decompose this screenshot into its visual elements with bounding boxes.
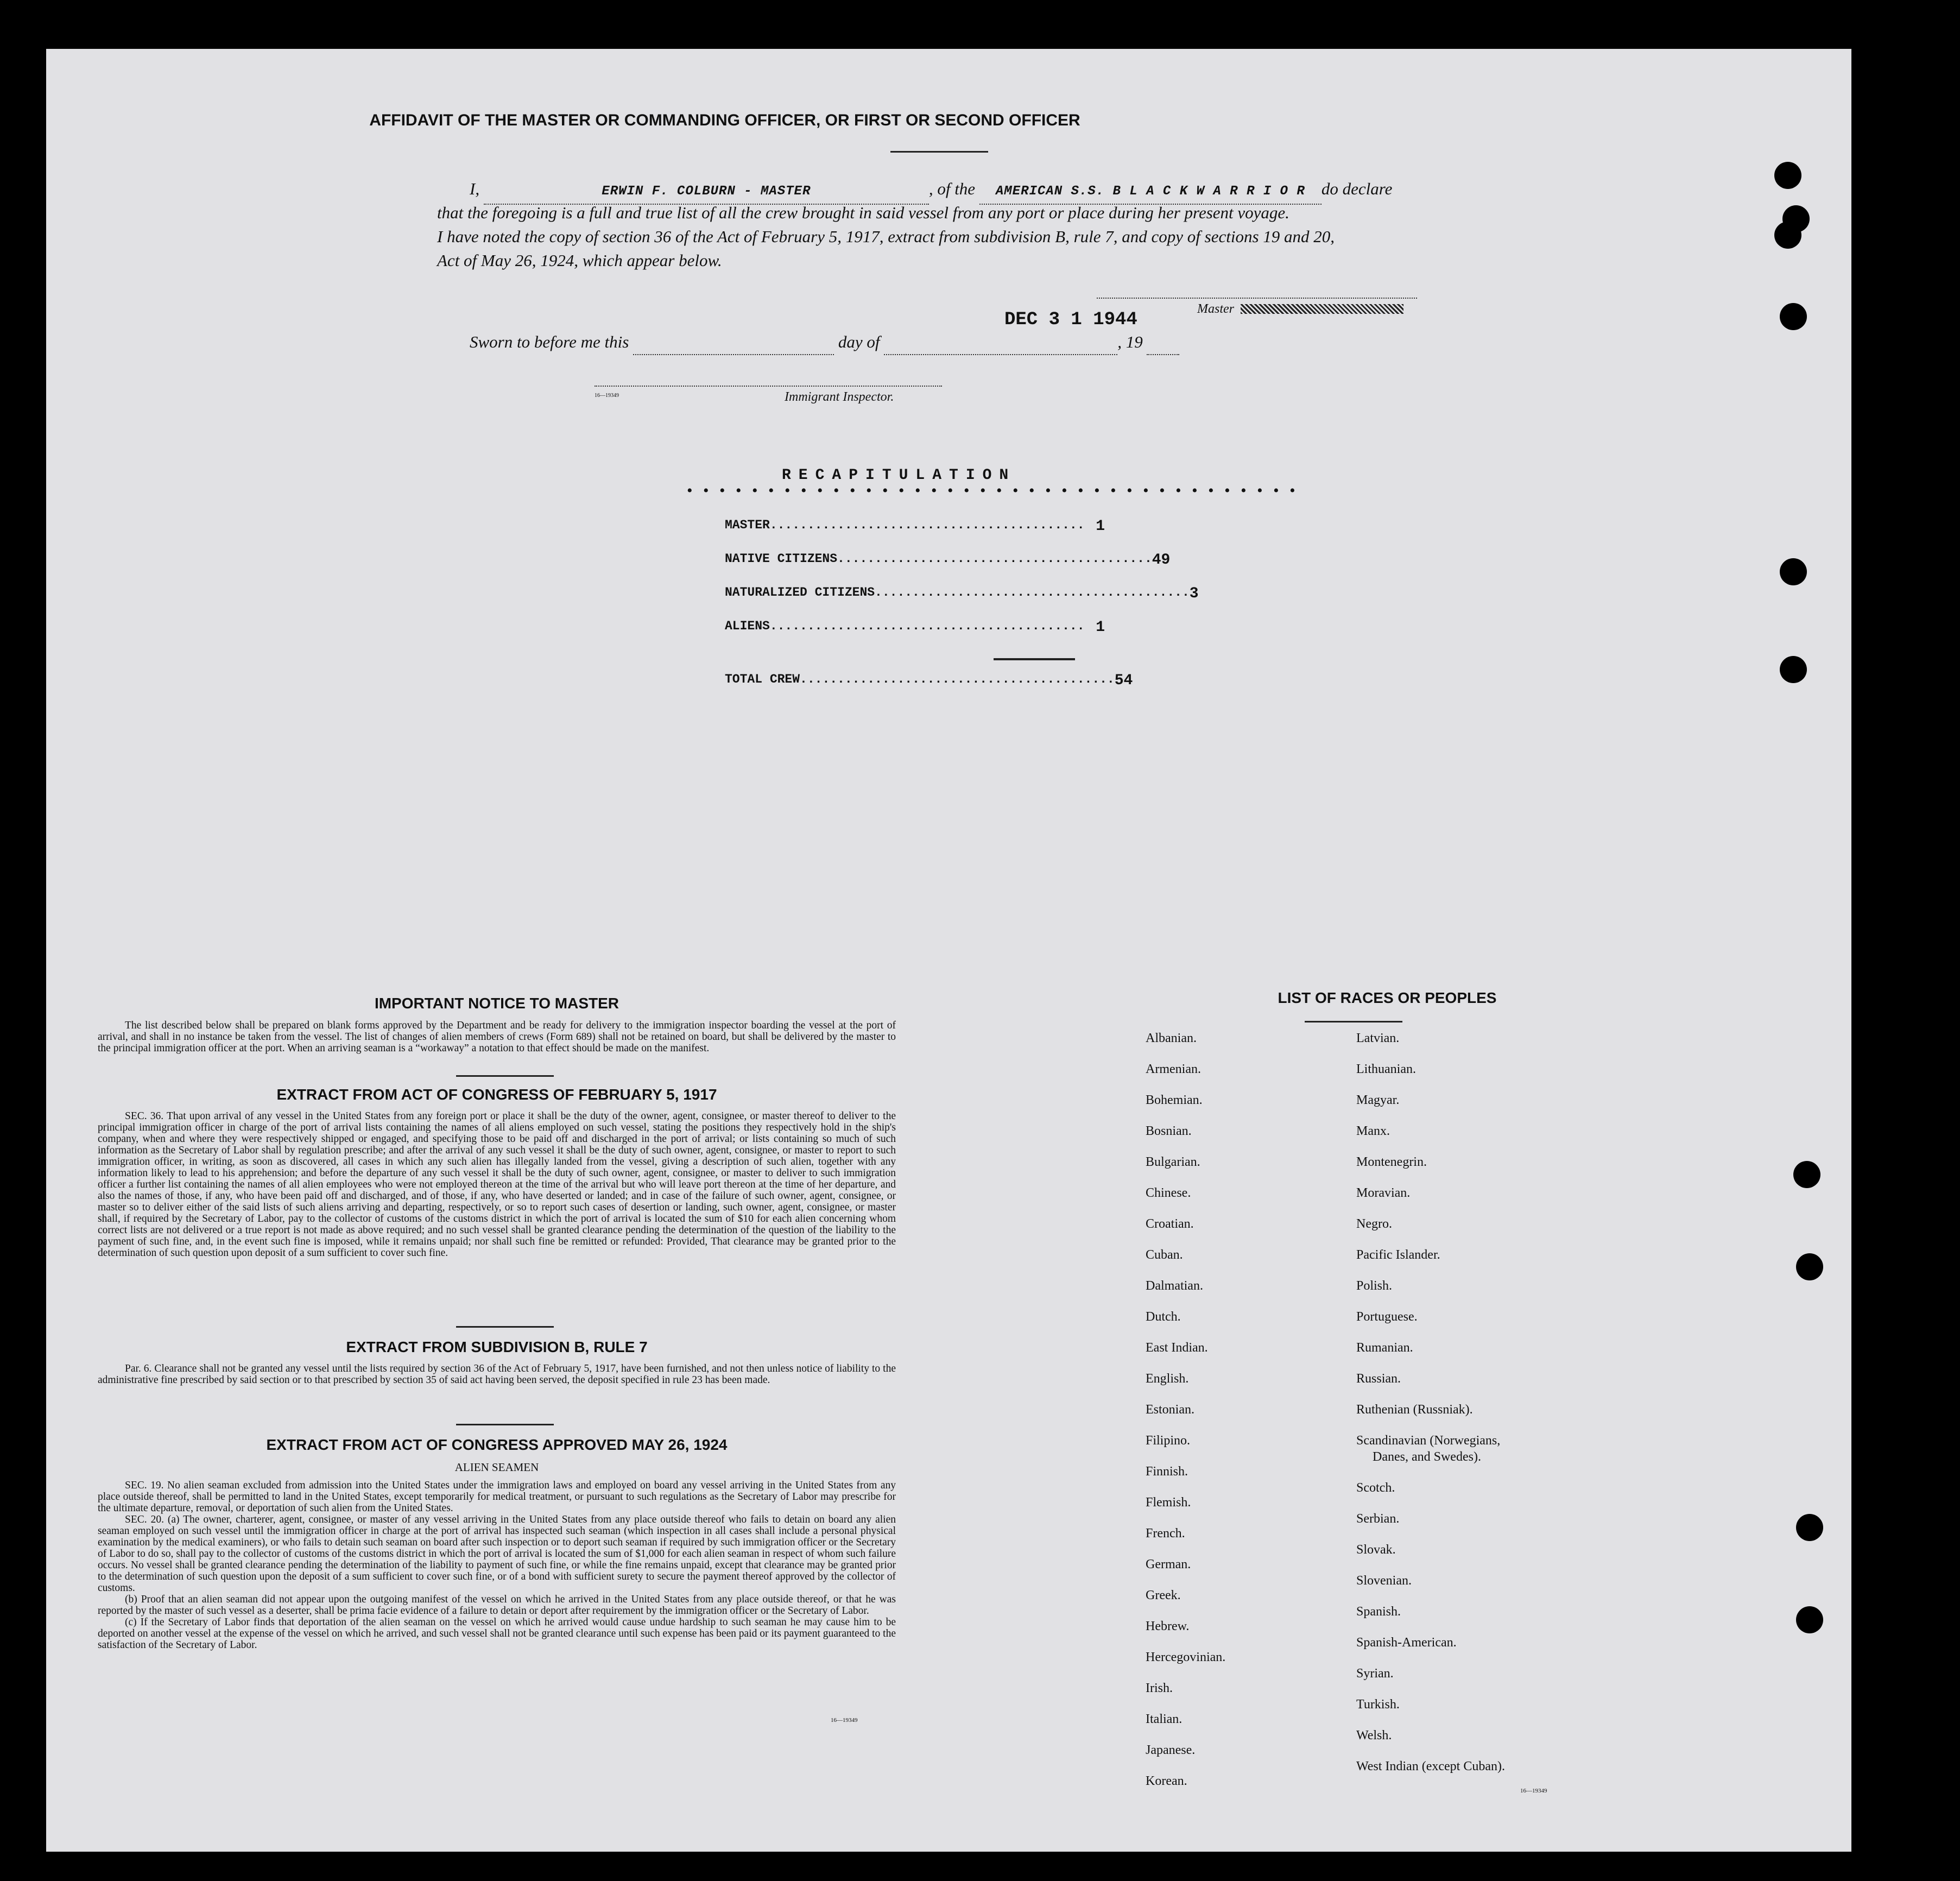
recap-total-rule (994, 658, 1075, 660)
race-item: Rumanian. (1356, 1341, 1413, 1355)
sworn-year: , 19 (1117, 332, 1143, 351)
binder-hole (1796, 1514, 1823, 1541)
master-name: ERWIN F. COLBURN - MASTER (602, 184, 811, 199)
race-item: Japanese. (1146, 1743, 1196, 1757)
races-title-underline (1305, 1021, 1402, 1022)
race-item: Portuguese. (1356, 1310, 1418, 1324)
recap-label: NATIVE CITIZENS (725, 552, 838, 566)
race-item: Serbian. (1356, 1512, 1400, 1526)
race-item: East Indian. (1146, 1341, 1208, 1355)
binder-hole (1796, 1606, 1823, 1633)
race-item: Danes, and Swedes). (1373, 1450, 1481, 1464)
extract-1924-paragraph: SEC. 20. (a) The owner, charterer, agent, consignee, or master of any vessel arriving in the United States from any place outside thereof who fails to detain on board any alien seaman employed on such vessel until the immigration officer in charge at the port of arrival has inspected such seaman (which inspection in all cases shall include a personal physical examination by the medical examiners), or who fails to detain such seaman on board after such inspection or to deport such seaman if required by such immigration officer or the Secretary of Labor to do so, shall pay to the collector of customs of the customs district in which the port of arrival is located the sum of $1,000 for each alien seaman in respect of whom such failure occurs. No vessel shall be granted clearance pending the determination of the liability to payment of such fine, or while the fine remains unpaid, except that clearance may be granted prior to the determination of such question upon the deposit of a sum sufficient to cover such fine, or of a bond with sufficient surety to secure the payment thereof approved by the collector of customs. (98, 1514, 896, 1594)
race-item: Filipino. (1146, 1434, 1191, 1448)
races-title: LIST OF RACES OR PEOPLES (1278, 989, 1497, 1006)
affidavit-line-4: Act of May 26, 1924, which appear below. (437, 251, 722, 270)
recap-label: MASTER (725, 518, 770, 532)
form-number-bottom-left: 16—19349 (831, 1717, 858, 1724)
race-item: Montenegrin. (1356, 1155, 1427, 1169)
affidavit-suffix: do declare (1321, 179, 1393, 198)
race-item: Syrian. (1356, 1667, 1394, 1681)
sworn-prefix: Sworn to before me this (470, 332, 629, 351)
race-item: Flemish. (1146, 1495, 1191, 1510)
affidavit-line-2: that the foregoing is a full and true list of all the crew brought in said vessel from any port or place during her present voyage. (437, 203, 1289, 222)
race-item: Armenian. (1146, 1062, 1201, 1076)
master-label: Master (1197, 302, 1234, 316)
vessel-name: AMERICAN S.S. B L A C K W A R R I O R (995, 184, 1305, 199)
extract-1917-paragraph: SEC. 36. That upon arrival of any vessel in the United States from any foreign port or place it shall be the duty of the owner, agent, consignee, or master thereof to deliver to the principal immigration officer in charge of the port of arrival lists containing the names of all aliens employed on such vessel, stating the positions they respectively hold in the ship's company, when and where they were respectively shipped or engaged, and specifying those to be paid off and discharged in the port of arrival; or lists containing so much of such information as the Secretary of Labor shall by regulation prescribe; and after the arrival of any such vessel it shall be the duty of such owner, agent, consignee, or master to report to such immigration officer, in writing, as soon as discovered, all cases in which any such alien has illegally landed from the vessel, giving a description of such alien, together with any information likely to lead to his apprehension; and before the departure of any such vessel it shall be the duty of such owner, agent, consignee, or master to deliver to such immigration officer a further list containing the names of all alien employees who were not employed thereon at the time of the arrival but who will leave port thereon at the time of her departure, and also the names of those, if any, who have been paid off and discharged, and of those, if any, who have deserted or landed; and in case of the failure of such owner, agent, consignee, or master so to deliver either of the said lists of such aliens arriving and departing, respectively, or so to report such cases of desertion or landing, such owner, agent, consignee, or master shall, if required by the Secretary of Labor, pay to the collector of customs of the customs district in which the port of arrival is located the sum of $10 for each alien concerning whom correct lists are not delivered or a true report is not made as above required; and no such vessel shall be granted clearance pending the determination of the question of the liability to the payment of such fine, and, in the event such fine is imposed, while it remains unpaid; nor shall such fine be remitted or refunded: Provided, That clearance may be granted prior to the determination of such question upon deposit of a sum sufficient to cover such fine. (98, 1110, 896, 1259)
sworn-day-field (633, 330, 834, 355)
recap-title: RECAPITULATION (782, 467, 1016, 484)
form-number-races: 16—19349 (1520, 1788, 1547, 1794)
extract-1924-subtitle: ALIEN SEAMEN (454, 1461, 539, 1474)
recap-row-naturalized: NATURALIZED CITIZENS .......................................... 3 (725, 585, 1199, 602)
binder-hole (1796, 1253, 1823, 1280)
recap-row-total: TOTAL CREW .......................................... 54 (725, 672, 1133, 689)
recap-total-label: TOTAL CREW (725, 672, 800, 686)
recap-label: NATURALIZED CITIZENS (725, 585, 875, 599)
race-item: Albanian. (1146, 1031, 1197, 1045)
binder-hole (1774, 162, 1801, 189)
recap-label: ALIENS (725, 619, 770, 633)
section-divider (456, 1424, 554, 1425)
recap-row-aliens: ALIENS .......................................... 1 (725, 619, 1105, 636)
race-item: Moravian. (1356, 1186, 1411, 1200)
race-item: Dalmatian. (1146, 1279, 1203, 1293)
title-underline (890, 151, 988, 153)
notice-body (98, 1020, 896, 1054)
race-item: Estonian. (1146, 1403, 1194, 1417)
race-item: Bohemian. (1146, 1093, 1203, 1107)
race-item: Welsh. (1356, 1728, 1392, 1743)
race-item: Polish. (1356, 1279, 1393, 1293)
binder-hole (1780, 303, 1807, 330)
recap-value: 1 (1096, 619, 1105, 636)
race-item: Chinese. (1146, 1186, 1191, 1200)
race-item: German. (1146, 1557, 1191, 1571)
inspector-label: Immigrant Inspector. (785, 390, 894, 404)
recap-total-value: 54 (1114, 672, 1133, 689)
sworn-day-label: day of (838, 332, 880, 351)
inspector-signature-line (595, 386, 942, 387)
extract-1917-title: EXTRACT FROM ACT OF CONGRESS OF FEBRUARY 5, 1917 (276, 1086, 717, 1103)
race-item: Cuban. (1146, 1248, 1183, 1262)
master-signature-line (1097, 298, 1417, 299)
extract-rule7-title: EXTRACT FROM SUBDIVISION B, RULE 7 (346, 1339, 648, 1355)
document-page (46, 49, 1851, 1852)
race-item: Scandinavian (Norwegians, (1356, 1434, 1501, 1448)
race-item: Korean. (1146, 1774, 1187, 1788)
race-item: Hercegovinian. (1146, 1650, 1226, 1664)
section-divider (456, 1075, 554, 1077)
extract-1924-paragraph: (b) Proof that an alien seaman did not appear upon the outgoing manifest of the vessel on which he arrived in the United States from any place outside thereof, or that he was reported by the master of such vessel as a deserter, shall be prima facie evidence of a failure to detain or deport after requirement by the immigration officer or the Secretary of Labor. (98, 1594, 896, 1617)
recap-dotted-rule: • • • • • • • • • • • • • • • • • • • • • • • • • • • • • • • • • • • • • • (687, 482, 1299, 500)
race-item: French. (1146, 1526, 1185, 1541)
race-item: Bulgarian. (1146, 1155, 1200, 1169)
race-item: Manx. (1356, 1124, 1390, 1138)
race-item: Russian. (1356, 1372, 1401, 1386)
notice-paragraph: The list described below shall be prepared on blank forms approved by the Department and be ready for delivery to the immigration inspector boarding the vessel at the port of arrival, and shall in no instance be taken from the vessel. The list of changes of alien members of crews (Form 689) shall not be retained on board, but shall be delivered by the master to the principal immigration officer at the port. When an arriving seaman is a “workaway” a notation to that effect should be made on the manifest. (98, 1020, 896, 1054)
race-item: Ruthenian (Russniak). (1356, 1403, 1473, 1417)
signature-strikeout (1241, 304, 1403, 314)
race-item: Latvian. (1356, 1031, 1400, 1045)
race-item: Dutch. (1146, 1310, 1181, 1324)
race-item: English. (1146, 1372, 1189, 1386)
race-item: Slovenian. (1356, 1574, 1412, 1588)
affidavit-mid: , of the (928, 179, 976, 198)
race-item: Irish. (1146, 1681, 1173, 1695)
affidavit-title: AFFIDAVIT OF THE MASTER OR COMMANDING OFFICER, OR FIRST OR SECOND OFFICER (369, 111, 1080, 129)
race-item: Lithuanian. (1356, 1062, 1416, 1076)
race-item: Finnish. (1146, 1465, 1188, 1479)
extract-1924-paragraph: SEC. 19. No alien seaman excluded from admission into the United States under the immigration laws and employed on board any vessel arriving in the United States from any place outside thereof, shall be permitted to land in the United States, except temporarily for medical treatment, or pursuant to such regulations as the Secretary of Labor may prescribe for the ultimate departure, removal, or deportation of such alien from the United States. (98, 1480, 896, 1514)
race-item: Italian. (1146, 1712, 1183, 1726)
binder-hole (1774, 222, 1801, 249)
recap-value: 1 (1096, 518, 1105, 535)
recap-row-master: MASTER .......................................... 1 (725, 518, 1105, 535)
race-item: Bosnian. (1146, 1124, 1192, 1138)
extract-1924-body (98, 1480, 896, 1651)
race-item: Spanish. (1356, 1605, 1401, 1619)
recap-row-native: NATIVE CITIZENS .......................................... 49 (725, 552, 1171, 569)
race-item: Croatian. (1146, 1217, 1194, 1231)
race-item: Spanish-American. (1356, 1636, 1457, 1650)
binder-hole (1780, 558, 1807, 585)
extract-1924-title: EXTRACT FROM ACT OF CONGRESS APPROVED MAY 26, 1924 (266, 1436, 728, 1453)
extract-1917-body (98, 1110, 896, 1259)
race-item: Pacific Islander. (1356, 1248, 1440, 1262)
binder-hole (1780, 656, 1807, 683)
extract-rule7-paragraph: Par. 6. Clearance shall not be granted any vessel until the lists required by section 36 of the Act of February 5, 1917, have been furnished, and not then unless notice of liability to the administrative fine prescribed by said section or to that prescribed by section 35 of said act having been served, the deposit specified in rule 23 has been made. (98, 1363, 896, 1386)
section-divider (456, 1326, 554, 1328)
notice-title: IMPORTANT NOTICE TO MASTER (374, 995, 619, 1012)
affidavit-line-3: I have noted the copy of section 36 of the Act of February 5, 1917, extract from subdivision B, rule 7, and copy of sections 19 and 20, (437, 227, 1335, 246)
form-number-top: 16—19349 (595, 393, 619, 399)
race-item: Negro. (1356, 1217, 1392, 1231)
extract-rule7-body (98, 1363, 896, 1386)
race-item: Hebrew. (1146, 1619, 1190, 1633)
race-item: West Indian (except Cuban). (1356, 1759, 1505, 1773)
date-stamp: DEC 3 1 1944 (1004, 310, 1137, 330)
race-item: Magyar. (1356, 1093, 1400, 1107)
race-item: Greek. (1146, 1588, 1181, 1602)
extract-1924-paragraph: (c) If the Secretary of Labor finds that deportation of the alien seaman on the vessel on which he arrived would cause undue hardship to such seaman he may cause him to be deported on another vessel at the expense of the vessel on which he arrived, and such vessel shall not be granted clearance until such expense has been paid or its payment guaranteed to the satisfaction of the Secretary of Labor. (98, 1617, 896, 1651)
sworn-line (470, 330, 1179, 355)
race-item: Slovak. (1356, 1543, 1396, 1557)
sworn-date-field (884, 330, 1117, 355)
affidavit-prefix: I, (470, 179, 480, 198)
binder-hole (1793, 1161, 1820, 1188)
sworn-year-field (1147, 330, 1179, 355)
recap-value: 49 (1152, 552, 1171, 569)
race-item: Turkish. (1356, 1697, 1400, 1712)
recap-value: 3 (1189, 585, 1199, 602)
race-item: Scotch. (1356, 1481, 1395, 1495)
